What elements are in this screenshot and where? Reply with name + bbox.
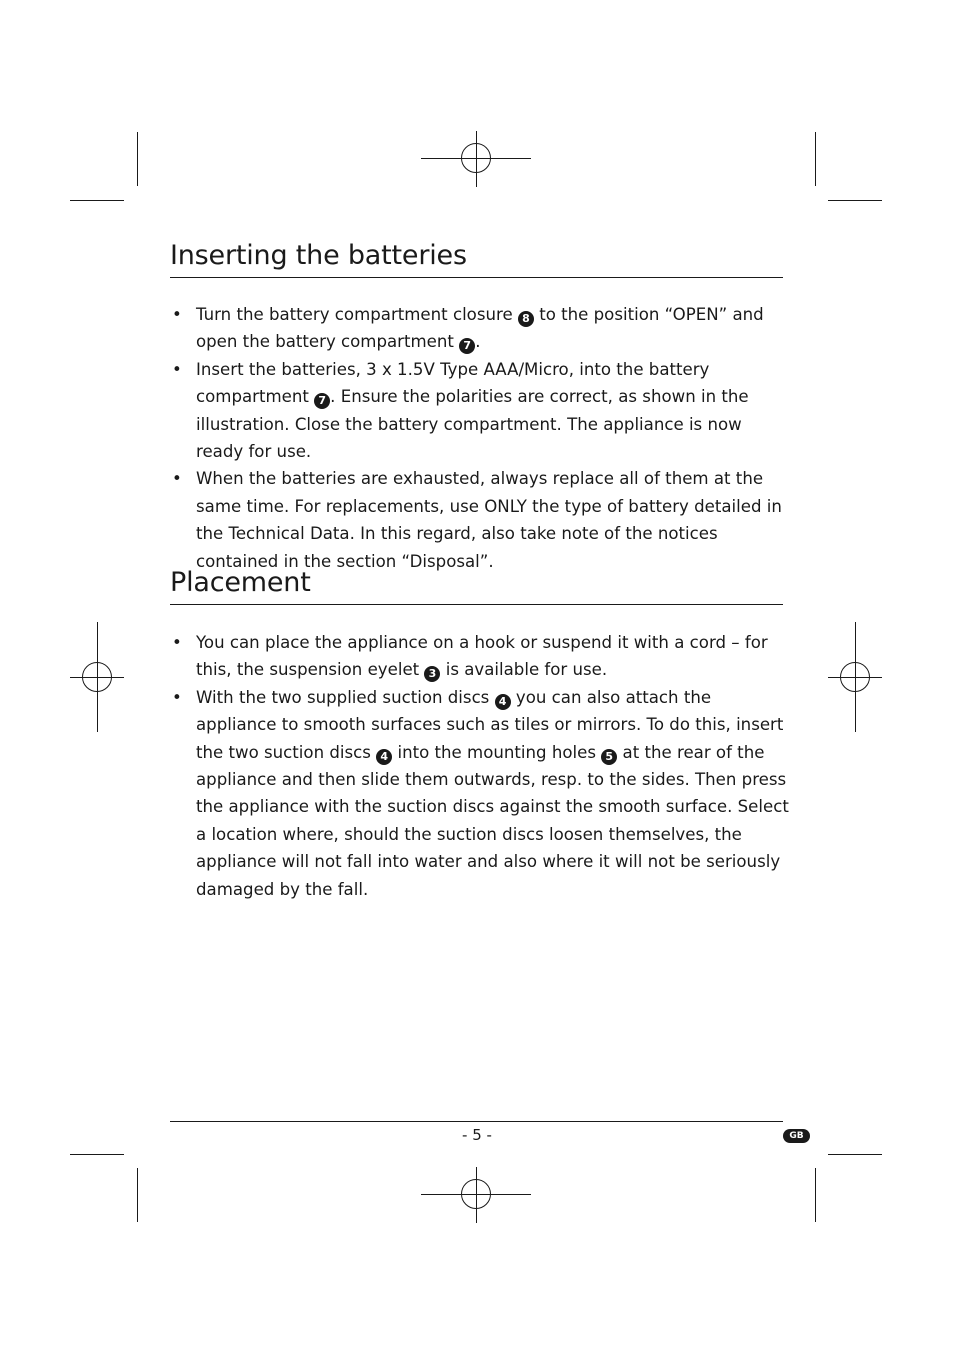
part-number-badge: 4 xyxy=(495,694,511,710)
part-number-badge: 8 xyxy=(518,311,534,327)
list-item: • Insert the batteries, 3 x 1.5V Type AAA/Micro, into the battery compartment 7 . Ensure the polarities are correct, as shown in the illustration. Close the battery compartment. The appliance is now ready for use. xyxy=(170,356,790,466)
part-number-badge: 3 xyxy=(424,666,440,682)
section-title-placement: Placement xyxy=(170,567,311,598)
battery-instructions-list xyxy=(170,301,790,575)
section-title-batteries: Inserting the batteries xyxy=(170,240,467,271)
footer-rule xyxy=(170,1121,783,1122)
section-rule xyxy=(170,277,783,278)
part-number-badge: 5 xyxy=(601,749,617,765)
placement-instructions-list xyxy=(170,629,790,903)
part-number-badge: 7 xyxy=(459,338,475,354)
list-item: • Turn the battery compartment closure 8 to the position “OPEN” and open the battery compartment 7 . xyxy=(170,301,790,356)
part-number-badge: 4 xyxy=(376,749,392,765)
list-item: • With the two supplied suction discs 4 you can also attach the appliance to smooth surfaces such as tiles or mirrors. To do this, insert the two suction discs 4 into the mounting holes 5 at the rear of the appliance and then slide them outwards, resp. to the sides. Then press the appliance with the suction discs against the smooth surface. Select a location where, should the suction discs loosen themselves, the appliance will not fall into water and also where it will not be seriously damaged by the fall. xyxy=(170,684,790,903)
language-badge: GB xyxy=(783,1129,810,1143)
section-rule xyxy=(170,604,783,605)
list-item: • When the batteries are exhausted, always replace all of them at the same time. For replacements, use ONLY the type of battery detailed in the Technical Data. In this regard, also take note of the notices contained in the section “Disposal”. xyxy=(170,465,790,575)
part-number-badge: 7 xyxy=(314,393,330,409)
page-number: - 5 - xyxy=(462,1126,492,1144)
list-item: • You can place the appliance on a hook or suspend it with a cord – for this, the suspension eyelet 3 is available for use. xyxy=(170,629,790,684)
